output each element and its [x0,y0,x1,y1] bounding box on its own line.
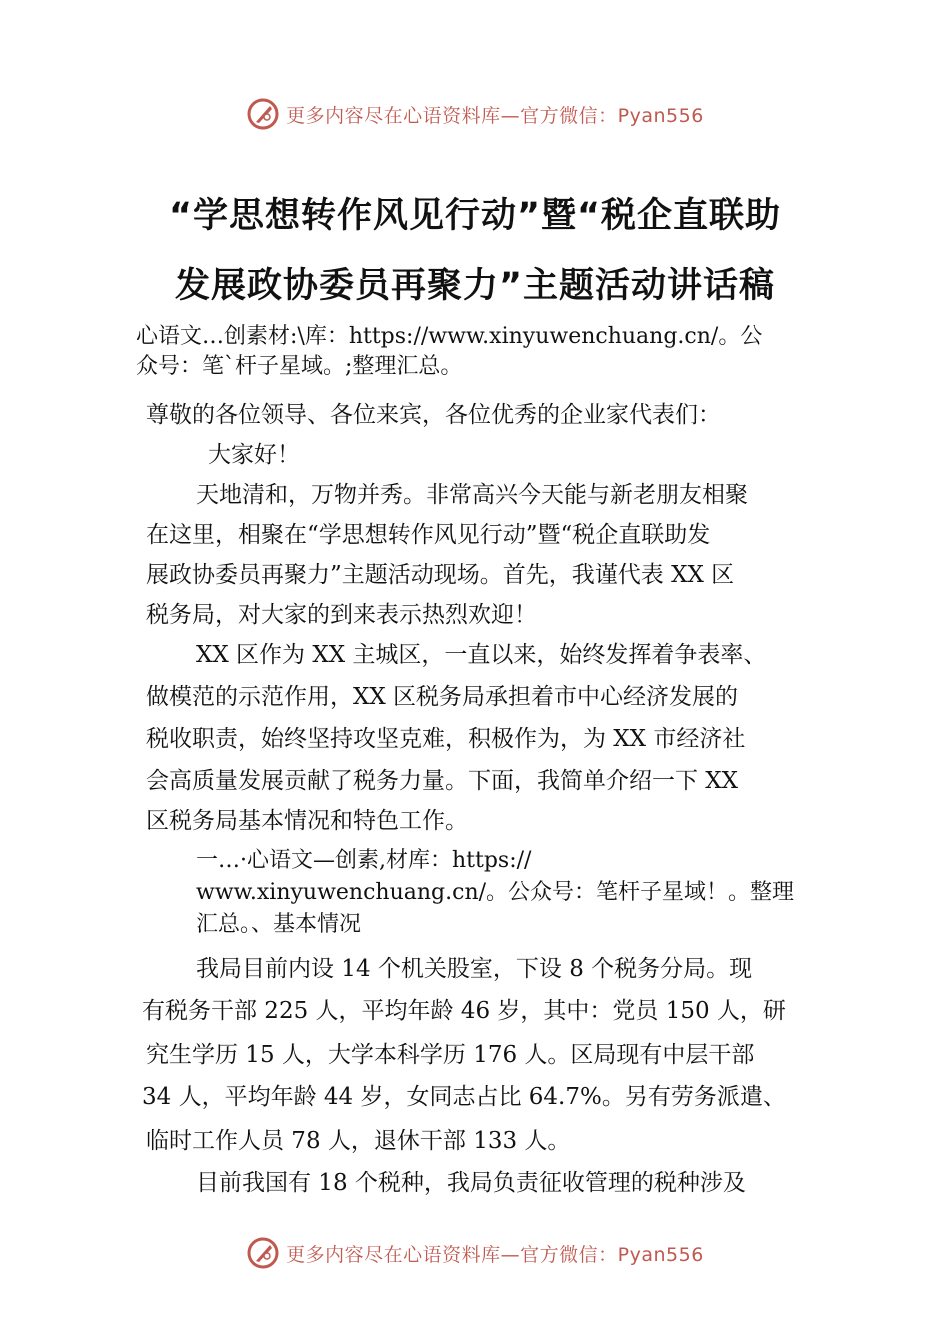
section-heading-line: 一…·心语文—创素,材库：https:// [196,848,532,873]
paragraph-line: 天地清和，万物并秀。非常高兴今天能与新老朋友相聚 [196,482,748,508]
source-note-line-2: 众号：笔`杆子星域。;整理汇总。 [136,354,463,379]
quill-pen-seal-icon [246,1236,280,1270]
section-heading-line: 汇总。、基本情况 [196,912,362,937]
greeting: 大家好！ [208,442,300,468]
salutation: 尊敬的各位领导、各位来宾，各位优秀的企业家代表们： [146,402,721,428]
paragraph-line: XX 区作为 XX 主城区，一直以来，始终发挥着争表率、 [196,642,767,668]
paragraph-line: 临时工作人员 78 人，退休干部 133 人。 [146,1128,571,1154]
paragraph-line: 区税务局基本情况和特色工作。 [146,808,468,834]
paragraph-line: 目前我国有 18 个税种，我局负责征收管理的税种涉及 [196,1170,746,1196]
paragraph-line: 税务局，对大家的到来表示热烈欢迎！ [146,602,537,628]
header-watermark [0,94,950,134]
watermark-text: 更多内容尽在心语资料库—官方微信：Pyan556 [286,104,704,127]
paragraph-line: 税收职责，始终坚持攻坚克难，积极作为，为 XX 市经济社 [146,726,746,752]
paragraph-line: 在这里，相聚在“学思想转作风见行动”暨“税企直联助发 [146,522,711,548]
paragraph-line: 究生学历 15 人，大学本科学历 176 人。区局现有中层干部 [146,1042,755,1068]
paragraph-line: 我局目前内设 14 个机关股室，下设 8 个税务分局。现 [196,956,753,982]
footer-watermark [0,1233,950,1273]
watermark-text: 更多内容尽在心语资料库—官方微信：Pyan556 [286,1243,704,1266]
document-title-line-2: 发展政协委员再聚力”主题活动讲话稿 [174,266,775,306]
paragraph-line: 展政协委员再聚力”主题活动现场。首先，我谨代表 XX 区 [146,562,735,588]
source-note-line-1: 心语文…创素材:\库：https://www.xinyuwenchuang.cn/。公 [136,324,763,349]
paragraph-line: 有税务干部 225 人，平均年龄 46 岁，其中：党员 150 人，研 [142,998,786,1024]
section-heading-line: www.xinyuwenchuang.cn/。公众号：笔杆子星域！。整理 [196,880,795,905]
paragraph-line: 34 人，平均年龄 44 岁，女同志占比 64.7%。另有劳务派遣、 [142,1084,786,1110]
document-title-line-1: “学思想转作风见行动”暨“税企直联助 [168,196,781,236]
quill-pen-seal-icon [246,97,280,131]
paragraph-line: 会高质量发展贡献了税务力量。下面，我简单介绍一下 XX [146,768,739,794]
paragraph-line: 做模范的示范作用，XX 区税务局承担着市中心经济发展的 [146,684,739,710]
